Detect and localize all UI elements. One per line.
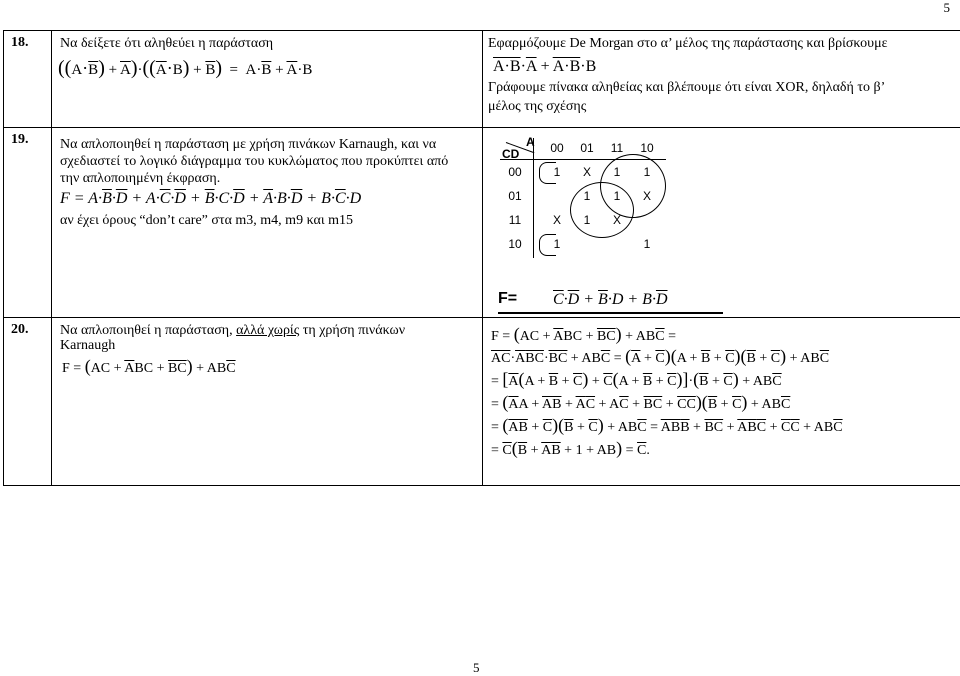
kmap-row-var: CD [502, 147, 520, 161]
q20-line2: Karnaugh [60, 338, 116, 353]
kmap-cell: 1 [553, 237, 561, 251]
page-number-top: 5 [943, 0, 950, 15]
q19-result-underline [498, 312, 723, 314]
kmap-cell: 1 [553, 165, 561, 179]
kmap-col-header: 10 [640, 141, 654, 155]
q19-number: 19. [4, 128, 52, 318]
q19-function: $F = A\cdot\overline{B}\cdot\overline{D} + A\cdot\overline{C}\cdot\overline{D} + \overline{B}\cdot C\cdot\overline{D} + \overline{A}\cdot B\cdot\overline{D} + B\cdot\overline{C}\cdot D$ [60, 190, 362, 207]
q19-dontcare: αν έχει όρους “don’t care” στα m3, m4, m9 και m15 [60, 213, 353, 228]
q19-answer [483, 128, 960, 318]
q20-step3: = $[\overline{A}(A + \overline{B} + \overline{C}) + \overline{C}(A + \overline{B} + \overline{C})]\cdot(\overline{B} + \overline{C}) + AB\overline{C}$ [491, 369, 782, 389]
q18-demorgan-result: $A\cdot B\cdot\overline{A} + A\cdot B\cdot B$ [493, 58, 597, 75]
kmap-row-header: 00 [508, 165, 522, 179]
q20-step4: = $(\overline{A}A + \overline{AB} + \overline{A}\overline{C} + A\overline{C} + \overline{BC} + \overline{C}\overline{C})(\overline{B} + \overline{C}) + AB\overline{C}$ [491, 392, 791, 412]
q18-answer-line3: μέλος της σχέσης [488, 99, 587, 114]
kmap-col-var: A [526, 135, 535, 149]
q19-line1: Να απλοποιηθεί η παράσταση με χρήση πινάκων Karnaugh, και να [60, 137, 437, 152]
q20-line1 [60, 323, 405, 339]
q19-line3: την απλοποιημένη έκφραση. [60, 171, 221, 186]
q20-answer [483, 318, 960, 486]
kmap-col-header: 11 [610, 141, 624, 155]
kmap-group-loop [539, 162, 556, 184]
kmap-cell: 1 [643, 237, 651, 251]
kmap-group-loop [600, 154, 666, 218]
exercise-table [3, 30, 960, 486]
q19-result: $\overline{C}\cdot\overline{D} + \overline{B}\cdot D + B\cdot\overline{D}$ [553, 291, 668, 308]
kmap-cell: 1 [613, 165, 621, 179]
kmap-cell: 1 [583, 189, 591, 203]
kmap-cell: 1 [643, 165, 651, 179]
kmap-row-header: 01 [508, 189, 522, 203]
q19-line2: σχεδιαστεί το λογικό διάγραμμα του κυκλώματος που προκύπτει από [60, 154, 449, 169]
q20-line1-b: τη χρήση πινάκων [299, 323, 406, 338]
kmap-row-header: 11 [508, 213, 522, 227]
kmap-cell: 1 [613, 189, 621, 203]
q20-number: 20. [4, 318, 52, 486]
kmap-row-header: 10 [508, 237, 522, 251]
kmap-cell: 1 [583, 213, 591, 227]
karnaugh-map [502, 135, 698, 258]
q20-step1: $F = (AC + \overline{A}BC + \overline{BC}) + AB\overline{C}$ = [491, 324, 676, 344]
q20-question [52, 318, 483, 486]
kmap-cell: X [582, 165, 591, 179]
q20-step5: = $(\overline{AB} + \overline{C})(\overline{B} + \overline{C}) + AB\overline{C} = \overline{AB}\overline{B} + \overline{BC} + \overline{AB}\overline{C} + \overline{C}\overline{C} + AB\overline{C}$ [491, 415, 843, 435]
q18-answer-line2: Γράφουμε πίνακα αληθείας και βλέπουμε ότι είναι XOR, δηλαδή το β’ [488, 80, 886, 95]
kmap-col-header: 01 [580, 141, 594, 155]
q18-question [52, 31, 483, 128]
q18-answer [483, 31, 960, 128]
kmap-cell: X [552, 213, 561, 227]
q20-step6: = $\overline{C}(\overline{B} + \overline{AB} + 1 + AB) = \overline{C}$. [491, 438, 650, 458]
kmap-col-header: 00 [550, 141, 564, 155]
q18-expression: $((A\cdot\overline{B}) + \overline{A})\cdot((\overline{A}\cdot B) + \overline{B}) = A\cdot\overline{B} + \overline{A}\cdot B$ [58, 57, 313, 79]
q20-step2: $\overline{AC}\cdot ABC\cdot BC + AB\overline{C} = (\overline{A} + \overline{C})(A + \overline{B} + \overline{C})(\overline{B} + \overline{C}) + AB\overline{C}$ [491, 346, 830, 366]
q20-function: $F = (AC + \overline{A}BC + \overline{BC}) + AB\overline{C}$ [62, 356, 236, 376]
page-number-bottom: 5 [473, 660, 480, 675]
q20-line1-a: Να απλοποιηθεί η παράσταση, [60, 323, 237, 338]
q19-question [52, 128, 483, 318]
q18-prompt: Να δείξετε ότι αληθεύει η παράσταση [60, 36, 274, 51]
kmap-group-loop [539, 234, 556, 256]
kmap-cell: X [642, 189, 651, 203]
q18-answer-line1: Εφαρμόζουμε De Morgan στο α’ μέλος της παράστασης και βρίσκουμε [488, 36, 888, 51]
kmap-cell: X [612, 213, 621, 227]
q18-number: 18. [4, 31, 52, 128]
q19-result-label: F= [498, 290, 518, 307]
q20-line1-underlined: αλλά χωρίς [236, 323, 300, 338]
